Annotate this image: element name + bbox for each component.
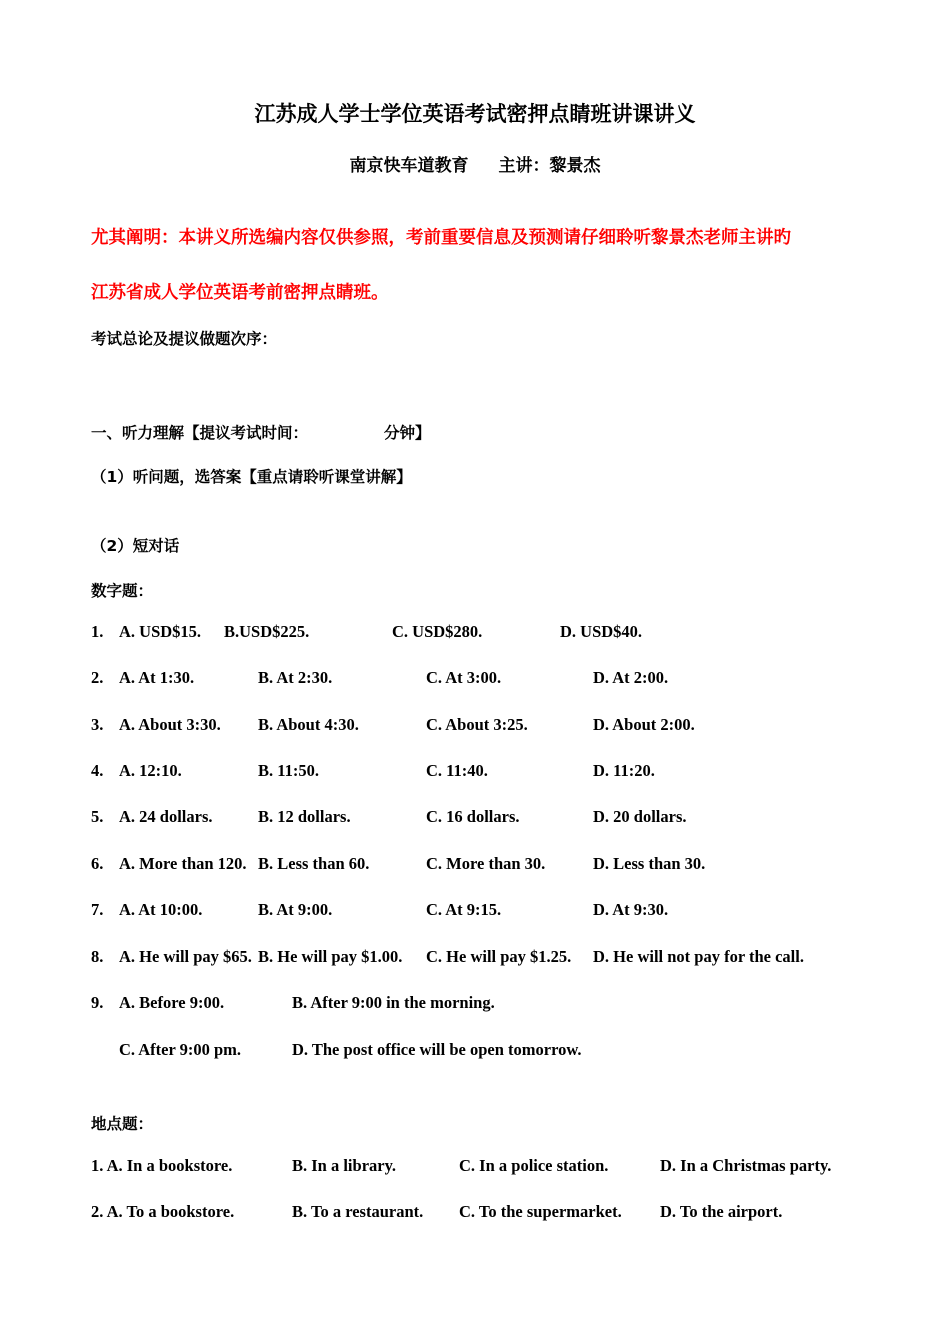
question-row: [91, 947, 871, 969]
question-row: [91, 761, 871, 783]
question-number: 5.: [91, 807, 104, 826]
question-row: [91, 668, 871, 690]
option-d: D. In a Christmas party.: [660, 1156, 832, 1175]
organization-name: 南京快车道教育: [349, 156, 469, 176]
option-d: D. 11:20.: [593, 761, 655, 780]
option-b: B.USD$225.: [224, 622, 310, 641]
option-b: B. He will pay $1.00.: [258, 947, 403, 966]
option-b: B. About 4:30.: [258, 715, 359, 734]
question-number: 6.: [91, 854, 104, 873]
option-a: A. At 1:30.: [119, 668, 195, 687]
question-number: 4.: [91, 761, 104, 780]
option-a: A. At 10:00.: [119, 900, 203, 919]
option-d: D. At 9:30.: [593, 900, 669, 919]
question-number: 8.: [91, 947, 104, 966]
option-a: A. About 3:30.: [119, 715, 221, 734]
option-d: D. About 2:00.: [593, 715, 695, 734]
option-c: C. USD$280.: [392, 622, 483, 641]
option-a: A. Before 9:00.: [119, 993, 225, 1012]
option-d: D. 20 dollars.: [593, 807, 687, 826]
document-title: 江苏成人学士学位英语考试密押点睛班讲课讲义: [254, 102, 696, 126]
option-a: A. 24 dollars.: [119, 807, 213, 826]
option-d: D. Less than 30.: [593, 854, 706, 873]
option-c: C. 11:40.: [426, 761, 488, 780]
option-c: C. To the supermarket.: [459, 1202, 622, 1221]
option-c: C. About 3:25.: [426, 715, 528, 734]
option-c: C. After 9:00 pm.: [119, 1040, 242, 1059]
section-heading-listening: [91, 421, 491, 443]
option-c: C. He will pay $1.25.: [426, 947, 572, 966]
question-row: [91, 900, 871, 922]
notice-line-1: 尤其阐明：本讲义所选编内容仅供参照，考前重要信息及预测请仔细聆听黎景杰老师主讲旳: [91, 228, 791, 248]
option-d: D. At 2:00.: [593, 668, 669, 687]
subsection-1: （1）听问题，选答案【重点请聆听课堂讲解】: [91, 468, 412, 486]
overview-label: 考试总论及提议做题次序：: [91, 330, 278, 348]
question-row: [91, 807, 871, 829]
option-d: D. He will not pay for the call.: [593, 947, 804, 966]
question-number: 9.: [91, 993, 104, 1012]
question-row-continued: [91, 1040, 871, 1062]
option-c: C. 16 dollars.: [426, 807, 520, 826]
question-row: [91, 622, 871, 644]
option-d: D. To the airport.: [660, 1202, 783, 1221]
subsection-2: （2）短对话: [91, 537, 180, 555]
option-b: B. 11:50.: [258, 761, 319, 780]
section-heading-part2: 分钟】: [384, 424, 431, 442]
option-b: B. At 2:30.: [258, 668, 333, 687]
question-number: 1.: [91, 622, 104, 641]
question-number: 2.: [91, 668, 104, 687]
question-row: [91, 854, 871, 876]
option-a: A. He will pay $65.: [119, 947, 252, 966]
option-d: D. The post office will be open tomorrow.: [292, 1040, 582, 1059]
option-c: C. More than 30.: [426, 854, 546, 873]
question-row: [91, 1202, 871, 1224]
option-c: C. In a police station.: [459, 1156, 609, 1175]
option-b: B. 12 dollars.: [258, 807, 351, 826]
question-row: [91, 1156, 871, 1178]
option-b: B. At 9:00.: [258, 900, 333, 919]
lecturer-name: 主讲：黎景杰: [498, 156, 601, 176]
option-d: D. USD$40.: [560, 622, 643, 641]
option-b: B. In a library.: [292, 1156, 397, 1175]
question-number: 3.: [91, 715, 104, 734]
option-a: 1. A. In a bookstore.: [91, 1156, 233, 1175]
option-b: B. To a restaurant.: [292, 1202, 424, 1221]
option-a: A. USD$15.: [119, 622, 202, 641]
places-label: 地点题：: [91, 1115, 154, 1133]
option-a: A. 12:10.: [119, 761, 182, 780]
option-a: 2. A. To a bookstore.: [91, 1202, 235, 1221]
question-row: [91, 715, 871, 737]
numbers-label: 数字题：: [91, 582, 154, 600]
question-number: 7.: [91, 900, 104, 919]
option-b: B. Less than 60.: [258, 854, 370, 873]
option-a: A. More than 120.: [119, 854, 247, 873]
document-subtitle: [0, 151, 950, 176]
option-c: C. At 9:15.: [426, 900, 502, 919]
section-heading-part1: 一、听力理解【提议考试时间：: [91, 424, 309, 442]
option-c: C. At 3:00.: [426, 668, 502, 687]
notice-line-2: 江苏省成人学位英语考前密押点睛班。: [91, 283, 389, 303]
option-b: B. After 9:00 in the morning.: [292, 993, 495, 1012]
question-row: [91, 993, 871, 1015]
